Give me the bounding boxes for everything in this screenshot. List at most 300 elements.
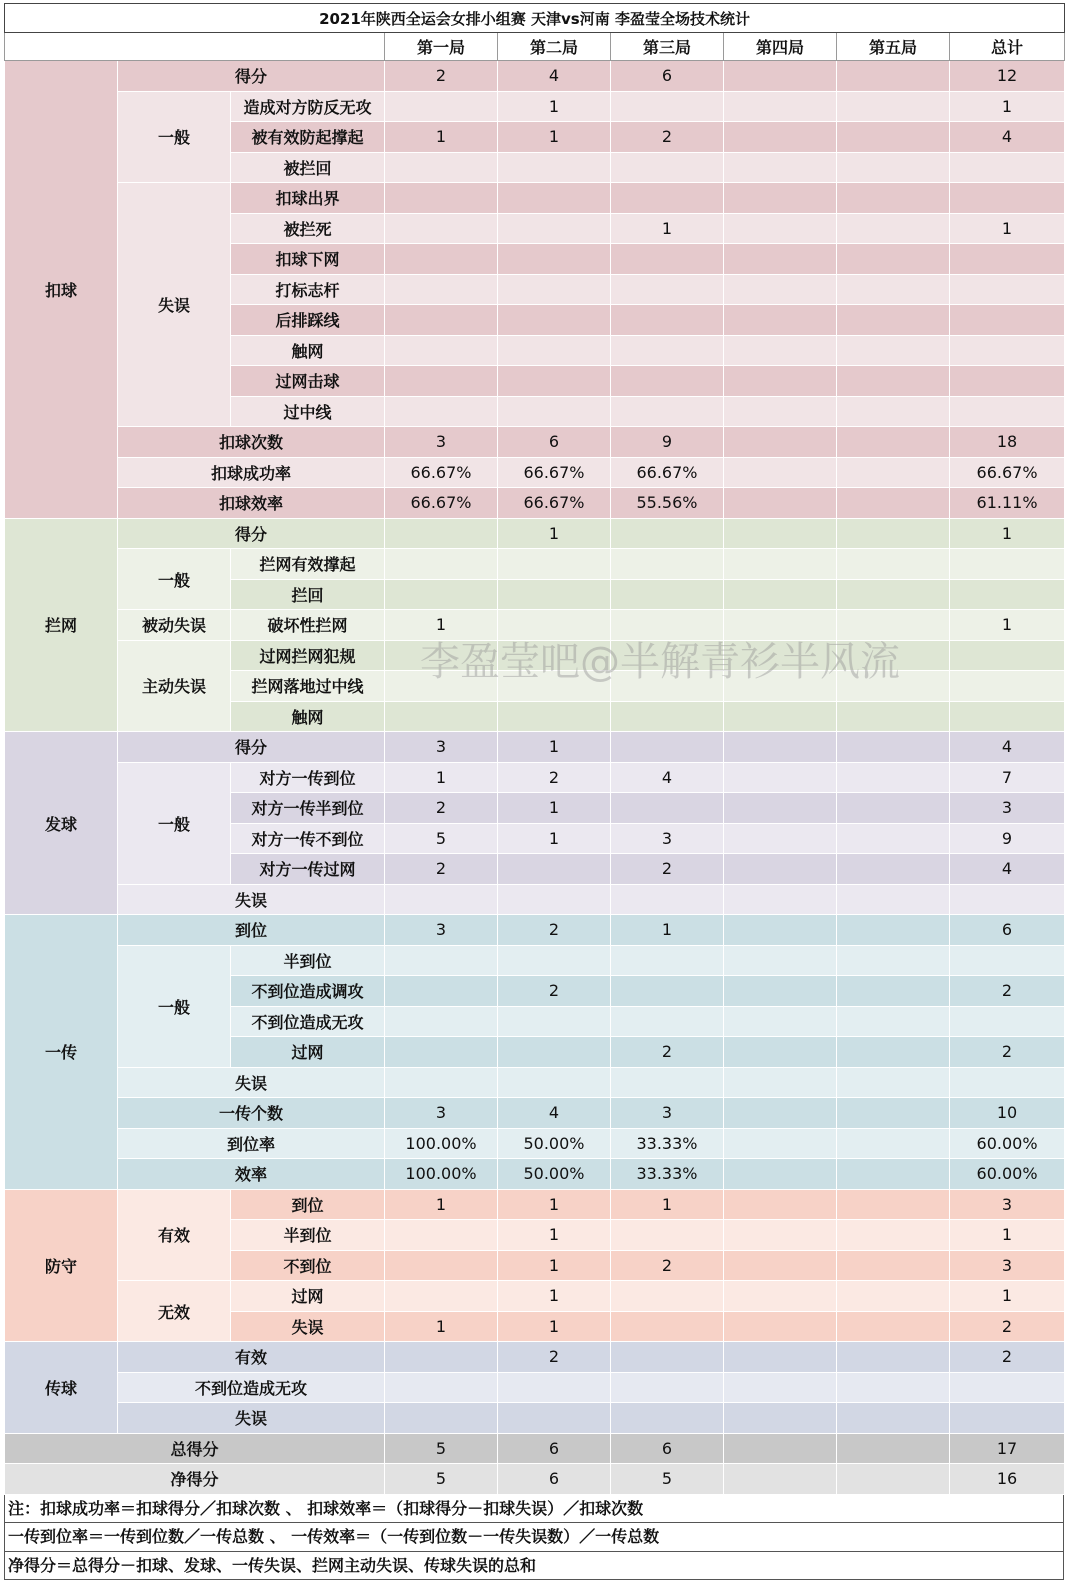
table-row	[5, 640, 1065, 671]
value-cell: 2	[498, 915, 611, 946]
value-cell	[837, 335, 950, 366]
value-cell	[837, 854, 950, 885]
value-cell	[385, 518, 498, 549]
value-cell	[498, 274, 611, 305]
value-cell: 6	[498, 427, 611, 458]
note-line: 净得分＝总得分－扣球、发球、一传失误、拦网主动失误、传球失误的总和	[4, 1552, 1064, 1580]
value-cell	[611, 671, 724, 702]
value-cell	[837, 701, 950, 732]
value-cell: 7	[950, 762, 1065, 793]
value-cell: 2	[611, 854, 724, 885]
item-label: 到位	[118, 915, 385, 946]
value-cell: 55.56%	[611, 488, 724, 519]
group-cell: 被动失误	[118, 610, 231, 641]
category-cell: 传球	[5, 1342, 118, 1434]
value-cell	[837, 671, 950, 702]
value-cell	[837, 274, 950, 305]
value-cell	[498, 884, 611, 915]
table-row	[5, 1128, 1065, 1159]
item-label: 被拦死	[231, 213, 385, 244]
value-cell	[611, 366, 724, 397]
item-label: 半到位	[231, 945, 385, 976]
value-cell	[611, 305, 724, 336]
item-label: 后排踩线	[231, 305, 385, 336]
value-cell: 2	[611, 122, 724, 153]
value-cell	[498, 1067, 611, 1098]
item-label: 得分	[118, 61, 385, 92]
value-cell	[950, 366, 1065, 397]
item-label: 过网拦网犯规	[231, 640, 385, 671]
value-cell	[385, 976, 498, 1007]
value-cell	[611, 640, 724, 671]
value-cell	[724, 488, 837, 519]
header-set3: 第三局	[611, 33, 724, 61]
header-blank	[5, 33, 385, 61]
value-cell	[837, 305, 950, 336]
value-cell: 60.00%	[950, 1159, 1065, 1190]
value-cell: 61.11%	[950, 488, 1065, 519]
value-cell	[724, 213, 837, 244]
value-cell	[385, 1006, 498, 1037]
item-label: 对方一传不到位	[231, 823, 385, 854]
value-cell	[950, 1067, 1065, 1098]
value-cell	[837, 457, 950, 488]
value-cell: 2	[498, 762, 611, 793]
value-cell	[498, 1403, 611, 1434]
item-label: 被有效防起撑起	[231, 122, 385, 153]
value-cell: 1	[950, 213, 1065, 244]
value-cell: 66.67%	[385, 488, 498, 519]
item-label: 造成对方防反无攻	[231, 91, 385, 122]
value-cell: 100.00%	[385, 1128, 498, 1159]
table-row	[5, 549, 1065, 580]
value-cell	[724, 1098, 837, 1129]
value-cell: 1	[611, 213, 724, 244]
value-cell	[837, 762, 950, 793]
value-cell	[724, 1067, 837, 1098]
table-row	[5, 915, 1065, 946]
value-cell: 2	[498, 976, 611, 1007]
value-cell: 9	[611, 427, 724, 458]
value-cell	[724, 122, 837, 153]
value-cell: 6	[611, 61, 724, 92]
group-cell: 失误	[118, 183, 231, 427]
item-label: 过网击球	[231, 366, 385, 397]
value-cell	[724, 945, 837, 976]
value-cell: 1	[385, 762, 498, 793]
value-cell	[837, 1189, 950, 1220]
value-cell	[950, 1372, 1065, 1403]
value-cell: 1	[498, 1189, 611, 1220]
value-cell: 1	[498, 91, 611, 122]
value-cell	[724, 1220, 837, 1251]
value-cell: 66.67%	[611, 457, 724, 488]
value-cell	[837, 366, 950, 397]
value-cell	[724, 671, 837, 702]
value-cell: 2	[950, 1311, 1065, 1342]
note-line: 一传到位率＝一传到位数／一传总数 、 一传效率＝（一传到位数－一传失误数）／一传总数	[4, 1523, 1064, 1552]
value-cell	[385, 366, 498, 397]
value-cell: 2	[950, 1342, 1065, 1373]
total-value: 5	[385, 1464, 498, 1495]
header-set4: 第四局	[724, 33, 837, 61]
value-cell	[724, 1189, 837, 1220]
value-cell	[837, 1372, 950, 1403]
item-label: 到位	[231, 1189, 385, 1220]
value-cell	[950, 579, 1065, 610]
stats-table	[4, 3, 1065, 1495]
value-cell	[837, 1128, 950, 1159]
category-cell: 一传	[5, 915, 118, 1190]
value-cell	[837, 396, 950, 427]
value-cell	[611, 793, 724, 824]
value-cell	[724, 976, 837, 1007]
item-label: 对方一传半到位	[231, 793, 385, 824]
value-cell	[611, 183, 724, 214]
value-cell	[724, 549, 837, 580]
category-cell: 拦网	[5, 518, 118, 732]
value-cell	[950, 335, 1065, 366]
value-cell	[611, 884, 724, 915]
value-cell: 4	[611, 762, 724, 793]
item-label: 失误	[118, 884, 385, 915]
value-cell	[611, 1006, 724, 1037]
value-cell: 3	[611, 823, 724, 854]
value-cell	[611, 1342, 724, 1373]
value-cell	[837, 1311, 950, 1342]
value-cell	[837, 213, 950, 244]
group-cell: 一般	[118, 549, 231, 610]
value-cell	[837, 823, 950, 854]
value-cell: 3	[950, 1250, 1065, 1281]
value-cell	[950, 884, 1065, 915]
table-row	[5, 610, 1065, 641]
value-cell: 100.00%	[385, 1159, 498, 1190]
value-cell	[611, 732, 724, 763]
item-label: 对方一传到位	[231, 762, 385, 793]
value-cell	[950, 244, 1065, 275]
table-row	[5, 1159, 1065, 1190]
total-label: 净得分	[5, 1464, 385, 1495]
value-cell: 1	[498, 823, 611, 854]
value-cell	[950, 274, 1065, 305]
value-cell	[611, 152, 724, 183]
value-cell: 1	[498, 1281, 611, 1312]
value-cell	[385, 183, 498, 214]
value-cell	[724, 1037, 837, 1068]
value-cell	[498, 366, 611, 397]
table-row	[5, 732, 1065, 763]
header-set1: 第一局	[385, 33, 498, 61]
value-cell	[837, 915, 950, 946]
header-total: 总计	[950, 33, 1065, 61]
value-cell	[837, 976, 950, 1007]
item-label: 过网	[231, 1037, 385, 1068]
item-label: 扣球下网	[231, 244, 385, 275]
value-cell	[498, 1006, 611, 1037]
total-value	[724, 1464, 837, 1495]
value-cell: 1	[498, 732, 611, 763]
value-cell: 4	[498, 1098, 611, 1129]
value-cell	[724, 518, 837, 549]
total-value: 17	[950, 1433, 1065, 1464]
value-cell	[724, 1281, 837, 1312]
value-cell: 5	[385, 823, 498, 854]
value-cell	[498, 610, 611, 641]
value-cell	[837, 61, 950, 92]
value-cell	[385, 305, 498, 336]
category-cell: 防守	[5, 1189, 118, 1342]
item-label: 过中线	[231, 396, 385, 427]
value-cell: 3	[950, 1189, 1065, 1220]
value-cell	[837, 1281, 950, 1312]
item-label: 到位率	[118, 1128, 385, 1159]
value-cell	[611, 518, 724, 549]
value-cell	[611, 396, 724, 427]
value-cell	[724, 1128, 837, 1159]
value-cell	[498, 1037, 611, 1068]
value-cell	[724, 915, 837, 946]
value-cell: 1	[385, 610, 498, 641]
header-row	[5, 33, 1065, 61]
header-set2: 第二局	[498, 33, 611, 61]
item-label: 半到位	[231, 1220, 385, 1251]
value-cell: 9	[950, 823, 1065, 854]
value-cell: 33.33%	[611, 1159, 724, 1190]
value-cell: 2	[611, 1250, 724, 1281]
value-cell	[724, 91, 837, 122]
value-cell	[950, 701, 1065, 732]
table-row	[5, 427, 1065, 458]
item-label: 失误	[118, 1067, 385, 1098]
value-cell: 1	[498, 1250, 611, 1281]
value-cell	[385, 1037, 498, 1068]
value-cell	[837, 488, 950, 519]
group-cell: 一般	[118, 91, 231, 183]
value-cell: 66.67%	[498, 457, 611, 488]
value-cell: 2	[385, 61, 498, 92]
value-cell	[837, 884, 950, 915]
title-row	[5, 4, 1065, 33]
value-cell	[385, 945, 498, 976]
value-cell	[837, 244, 950, 275]
value-cell	[385, 152, 498, 183]
value-cell	[837, 793, 950, 824]
item-label: 不到位造成无攻	[118, 1372, 385, 1403]
item-label: 有效	[118, 1342, 385, 1373]
table-row	[5, 1067, 1065, 1098]
value-cell	[498, 854, 611, 885]
table-row	[5, 1281, 1065, 1312]
table-row	[5, 1372, 1065, 1403]
value-cell	[837, 1342, 950, 1373]
item-label: 被拦回	[231, 152, 385, 183]
value-cell: 1	[385, 1189, 498, 1220]
value-cell	[385, 1342, 498, 1373]
value-cell	[385, 244, 498, 275]
value-cell	[498, 671, 611, 702]
value-cell	[498, 396, 611, 427]
group-cell: 一般	[118, 762, 231, 884]
notes-block	[4, 1495, 1064, 1580]
value-cell: 50.00%	[498, 1128, 611, 1159]
value-cell	[498, 701, 611, 732]
value-cell	[950, 549, 1065, 580]
item-label: 拦网落地过中线	[231, 671, 385, 702]
sheet-title: 2021年陕西全运会女排小组赛 天津vs河南 李盈莹全场技术统计	[5, 4, 1065, 33]
value-cell	[724, 732, 837, 763]
value-cell	[385, 91, 498, 122]
value-cell	[837, 1403, 950, 1434]
value-cell: 3	[950, 793, 1065, 824]
item-label: 失误	[118, 1403, 385, 1434]
total-value: 6	[498, 1433, 611, 1464]
value-cell	[837, 1098, 950, 1129]
value-cell	[724, 61, 837, 92]
table-row	[5, 762, 1065, 793]
value-cell: 60.00%	[950, 1128, 1065, 1159]
value-cell	[837, 183, 950, 214]
item-label: 效率	[118, 1159, 385, 1190]
value-cell	[385, 549, 498, 580]
value-cell	[611, 1372, 724, 1403]
value-cell	[724, 579, 837, 610]
table-row	[5, 61, 1065, 92]
value-cell: 33.33%	[611, 1128, 724, 1159]
group-cell: 无效	[118, 1281, 231, 1342]
value-cell	[724, 305, 837, 336]
value-cell	[385, 1067, 498, 1098]
value-cell	[950, 640, 1065, 671]
item-label: 不到位	[231, 1250, 385, 1281]
value-cell	[724, 1311, 837, 1342]
value-cell	[837, 1006, 950, 1037]
value-cell	[611, 1311, 724, 1342]
table-row	[5, 183, 1065, 214]
table-row	[5, 1342, 1065, 1373]
value-cell	[724, 640, 837, 671]
value-cell	[950, 152, 1065, 183]
item-label: 失误	[231, 1311, 385, 1342]
value-cell: 66.67%	[385, 457, 498, 488]
value-cell	[837, 427, 950, 458]
value-cell: 4	[498, 61, 611, 92]
value-cell	[724, 793, 837, 824]
total-value: 5	[611, 1464, 724, 1495]
value-cell	[950, 1006, 1065, 1037]
value-cell	[724, 274, 837, 305]
value-cell	[498, 640, 611, 671]
table-row	[5, 457, 1065, 488]
category-cell: 扣球	[5, 61, 118, 519]
value-cell: 1	[950, 1281, 1065, 1312]
category-cell: 发球	[5, 732, 118, 915]
value-cell: 1	[385, 122, 498, 153]
value-cell	[837, 1037, 950, 1068]
value-cell	[385, 1281, 498, 1312]
value-cell	[611, 1281, 724, 1312]
table-row	[5, 1403, 1065, 1434]
value-cell	[950, 396, 1065, 427]
value-cell	[498, 579, 611, 610]
value-cell: 1	[950, 91, 1065, 122]
watermark-text: 李盈莹吧@半解青衫半风流	[420, 630, 900, 687]
value-cell	[724, 762, 837, 793]
item-label: 得分	[118, 732, 385, 763]
value-cell	[837, 549, 950, 580]
value-cell: 1	[498, 1220, 611, 1251]
item-label: 过网	[231, 1281, 385, 1312]
item-label: 对方一传过网	[231, 854, 385, 885]
item-label: 拦网有效撑起	[231, 549, 385, 580]
value-cell: 6	[950, 915, 1065, 946]
value-cell	[837, 640, 950, 671]
value-cell: 1	[611, 915, 724, 946]
item-label: 扣球出界	[231, 183, 385, 214]
value-cell	[724, 1342, 837, 1373]
value-cell	[498, 183, 611, 214]
value-cell	[385, 1220, 498, 1251]
value-cell	[611, 335, 724, 366]
item-label: 不到位造成调攻	[231, 976, 385, 1007]
value-cell: 2	[385, 793, 498, 824]
value-cell	[837, 732, 950, 763]
table-row	[5, 518, 1065, 549]
value-cell: 18	[950, 427, 1065, 458]
total-value	[837, 1464, 950, 1495]
total-value	[724, 1433, 837, 1464]
total-label: 总得分	[5, 1433, 385, 1464]
value-cell	[950, 183, 1065, 214]
value-cell: 4	[950, 122, 1065, 153]
value-cell	[837, 610, 950, 641]
value-cell: 2	[611, 1037, 724, 1068]
value-cell	[724, 1403, 837, 1434]
value-cell: 3	[385, 732, 498, 763]
value-cell: 3	[385, 427, 498, 458]
value-cell	[724, 1250, 837, 1281]
total-row	[5, 1433, 1065, 1464]
value-cell	[724, 396, 837, 427]
value-cell	[385, 884, 498, 915]
item-label: 破坏性拦网	[231, 610, 385, 641]
value-cell	[611, 91, 724, 122]
value-cell	[498, 244, 611, 275]
value-cell: 1	[950, 610, 1065, 641]
value-cell	[498, 335, 611, 366]
value-cell	[611, 549, 724, 580]
value-cell	[837, 1220, 950, 1251]
value-cell: 3	[385, 1098, 498, 1129]
value-cell	[724, 335, 837, 366]
value-cell	[950, 1403, 1065, 1434]
item-label: 扣球成功率	[118, 457, 385, 488]
value-cell	[837, 945, 950, 976]
item-label: 触网	[231, 335, 385, 366]
value-cell	[385, 1372, 498, 1403]
value-cell	[498, 152, 611, 183]
value-cell	[950, 945, 1065, 976]
note-line: 注：扣球成功率＝扣球得分／扣球次数 、 扣球效率＝（扣球得分－扣球失误）／扣球次数	[4, 1495, 1064, 1524]
total-value: 6	[498, 1464, 611, 1495]
value-cell	[385, 335, 498, 366]
value-cell	[724, 366, 837, 397]
value-cell	[837, 91, 950, 122]
value-cell	[498, 549, 611, 580]
value-cell	[611, 976, 724, 1007]
total-row	[5, 1464, 1065, 1495]
total-value: 6	[611, 1433, 724, 1464]
